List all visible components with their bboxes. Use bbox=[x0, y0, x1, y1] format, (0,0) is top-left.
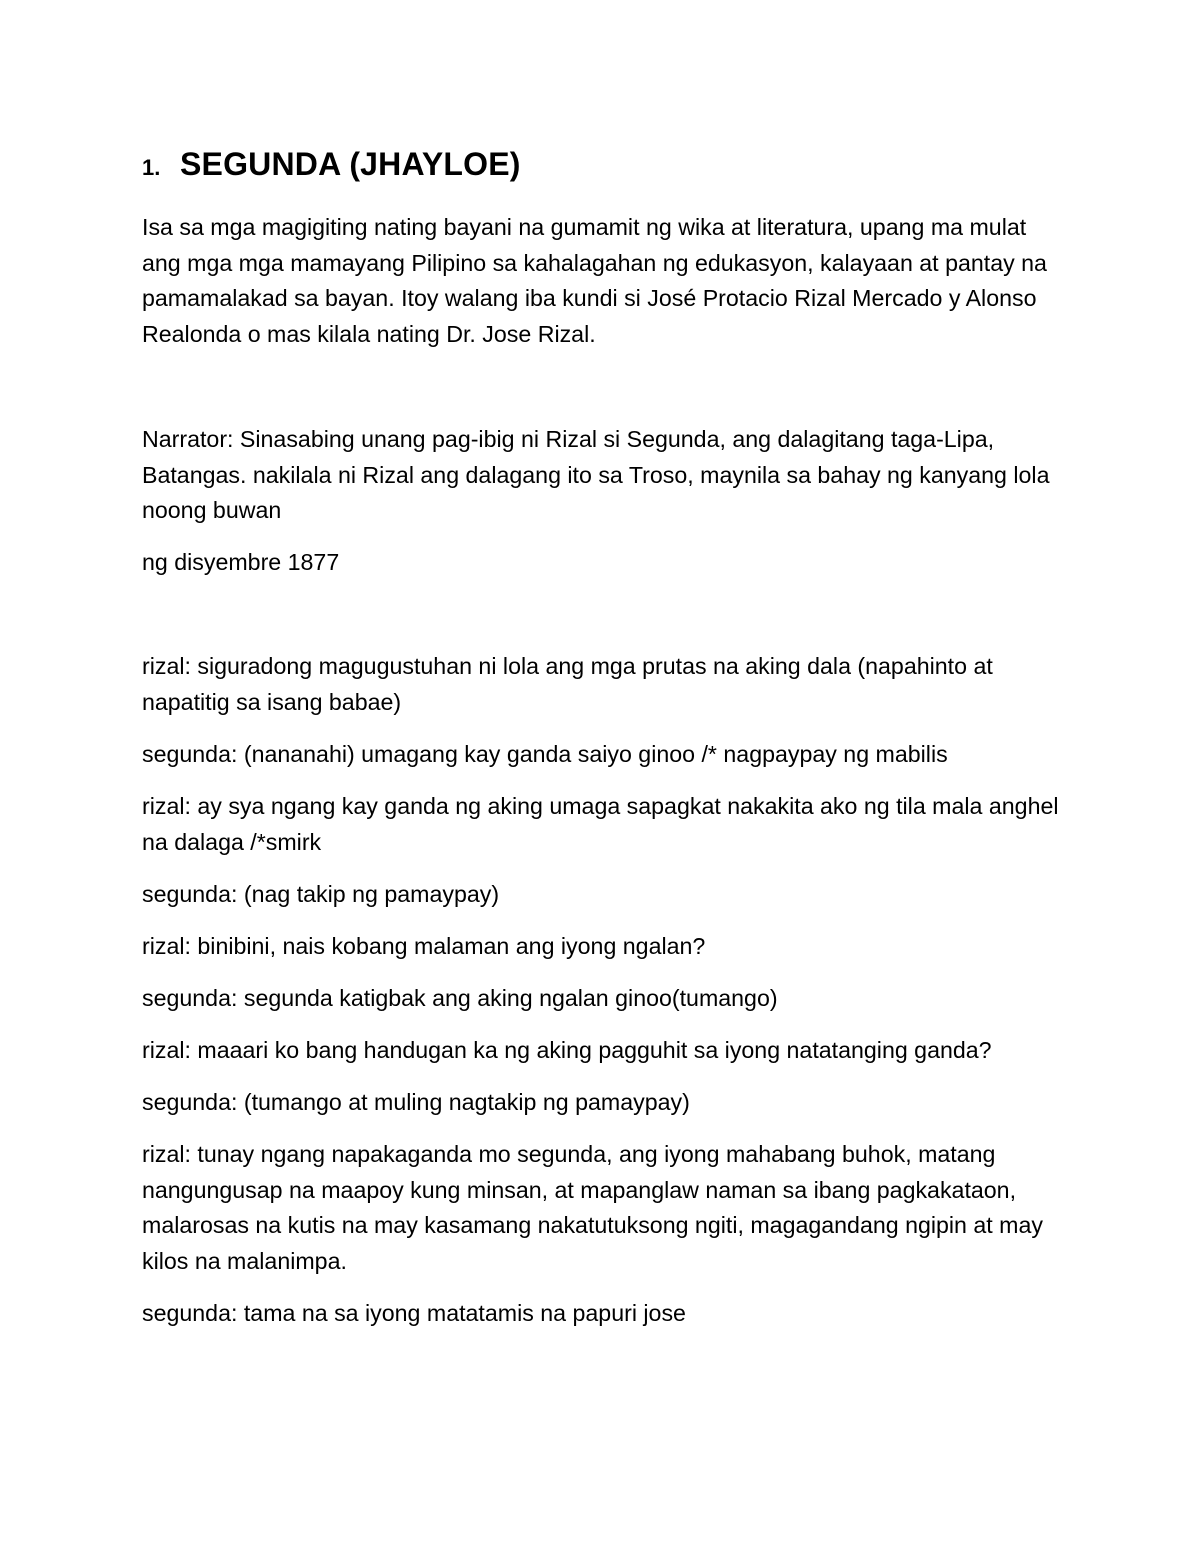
dialogue-line: segunda: (tumango at muling nagtakip ng pamaypay) bbox=[142, 1089, 690, 1115]
dialogue-line: rizal: binibini, nais kobang malaman ang iyong ngalan? bbox=[142, 933, 706, 959]
heading-title: SEGUNDA (JHAYLOE) bbox=[180, 146, 521, 182]
section-heading bbox=[142, 146, 521, 183]
dialogue-line: rizal: tunay ngang napakaganda mo segunda, ang iyong mahabang buhok, matang nangungusap na maapoy kung minsan, at mapanglaw naman sa ibang pagkakataon, malarosas na kutis na may kasamang nakatutuksong ngiti, magagandang ngipin at may kilos na malanimpa. bbox=[142, 1141, 1043, 1274]
dialogue-line: segunda: tama na sa iyong matatamis na papuri jose bbox=[142, 1300, 686, 1326]
dialogue-line: rizal: siguradong magugustuhan ni lola ang mga prutas na aking dala (napahinto at napatitig sa isang babae) bbox=[142, 653, 993, 715]
narrator-paragraph: Narrator: Sinasabing unang pag-ibig ni Rizal si Segunda, ang dalagitang taga-Lipa, Batangas. nakilala ni Rizal ang dalagang ito sa Troso, maynila sa bahay ng kanyang lola noong buwan bbox=[142, 426, 1050, 524]
dialogue-line: segunda: (nananahi) umagang kay ganda saiyo ginoo /* nagpaypay ng mabilis bbox=[142, 741, 948, 767]
intro-paragraph: Isa sa mga magigiting nating bayani na gumamit ng wika at literatura, upang ma mulat ang mga mga mamayang Pilipino sa kahalagahan ng edukasyon, kalayaan at pantay na pamamalakad sa bayan. Itoy walang iba kundi si José Protacio Rizal Mercado y Alonso Realonda o mas kilala nating Dr. Jose Rizal. bbox=[142, 214, 1047, 347]
dialogue-line: rizal: ay sya ngang kay ganda ng aking umaga sapagkat nakakita ako ng tila mala anghel na dalaga /*smirk bbox=[142, 793, 1059, 855]
dialogue-line: segunda: segunda katigbak ang aking ngalan ginoo(tumango) bbox=[142, 985, 778, 1011]
dialogue-line: rizal: maaari ko bang handugan ka ng aking pagguhit sa iyong natatanging ganda? bbox=[142, 1037, 992, 1063]
dialogue-line: segunda: (nag takip ng pamaypay) bbox=[142, 881, 500, 907]
heading-number: 1. bbox=[142, 155, 161, 180]
narrator-date-line: ng disyembre 1877 bbox=[142, 549, 340, 575]
